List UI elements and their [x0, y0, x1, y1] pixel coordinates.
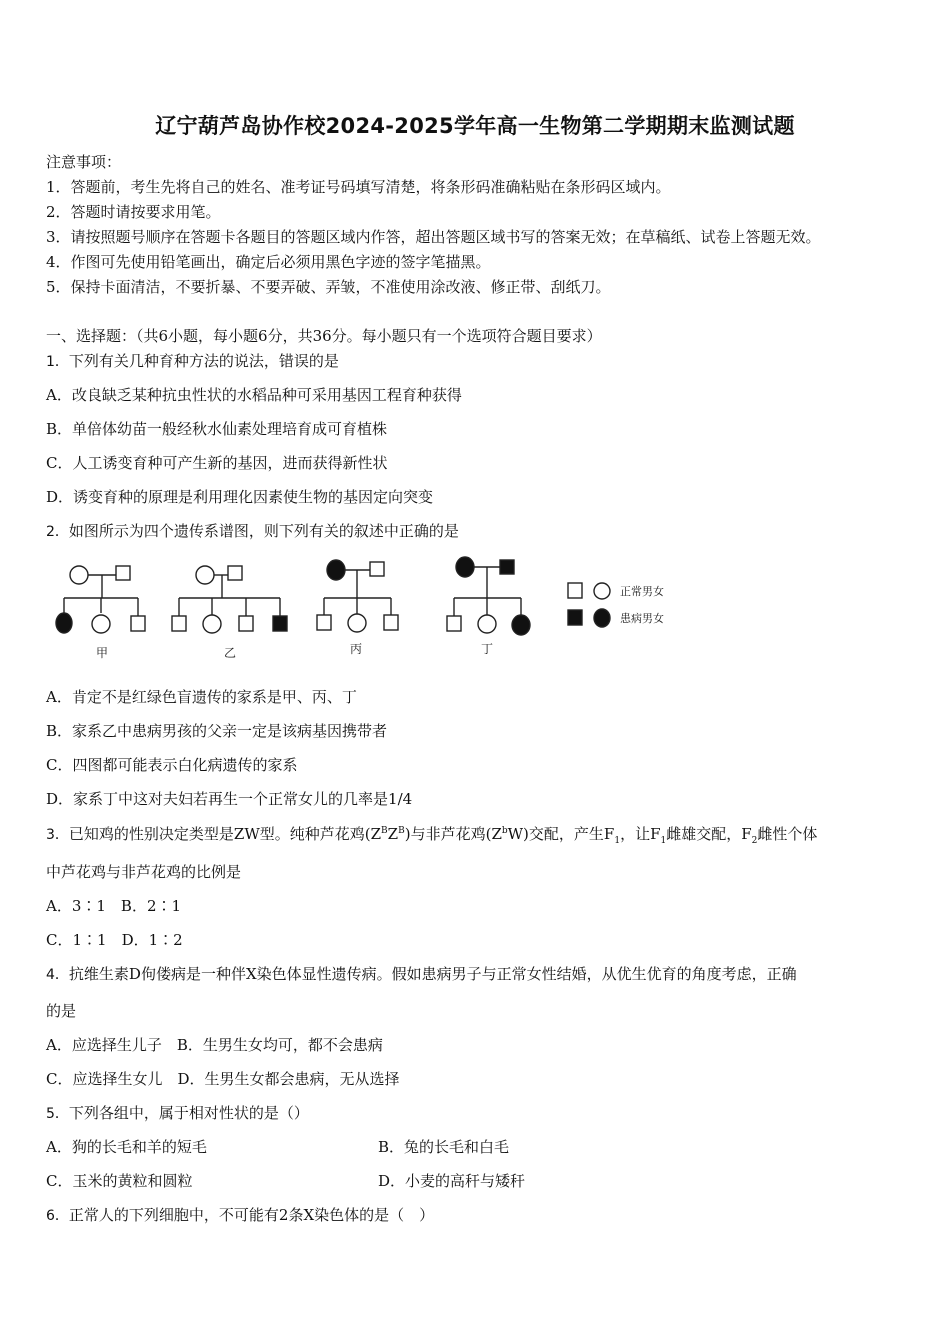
daughter-affected — [512, 615, 530, 635]
notice-item: 4．作图可先使用铅笔画出，确定后必须用黑色字迹的签字笔描黑。 — [46, 253, 491, 271]
pedigree-bing — [317, 560, 398, 632]
superscript: B — [398, 826, 405, 836]
pedigree-legend — [568, 583, 610, 627]
son-normal — [384, 615, 398, 630]
son-normal — [317, 615, 331, 630]
notice-item: 1．答题前，考生先将自己的姓名、准考证号码填写清楚，将条形码准确粘贴在条形码区域内。 — [46, 178, 671, 196]
pedigree-ding — [447, 557, 530, 635]
option-b: B．家系乙中患病男孩的父亲一定是该病基因携带者 — [46, 722, 388, 740]
question-number: 3． — [46, 827, 69, 843]
option-cd: C．1∶1 D．1∶2 — [46, 931, 183, 949]
question-stem: 下列有关几种育种方法的说法，错误的是 — [68, 352, 339, 370]
option-c: C．玉米的黄粒和圆粒 — [46, 1172, 193, 1190]
page-title: 辽宁葫芦岛协作校2024-2025学年高一生物第二学期期末监测试题 — [155, 114, 795, 138]
section-heading: 一、选择题：（共6小题，每小题6分，共36分。每小题只有一个选项符合题目要求） — [46, 327, 602, 345]
question-stem: W)交配，产生F — [507, 825, 615, 843]
mother-normal — [196, 566, 214, 584]
question-stem: 已知鸡的性别决定类型是ZW型。纯种芦花鸡(Z — [68, 825, 382, 843]
legend-normal-label: 正常男女 — [620, 585, 664, 598]
question-stem: 雌雄交配，F — [666, 825, 752, 843]
daughter-normal — [92, 615, 110, 633]
question-stem: 下列各组中，属于相对性状的是（） — [68, 1104, 309, 1122]
legend-affected-male — [568, 610, 582, 625]
option-a: A．改良缺乏某种抗虫性状的水稻品种可采用基因工程育种获得 — [46, 386, 462, 404]
superscript: B — [381, 826, 388, 836]
option-c: C．人工诱变育种可产生新的基因，进而获得新性状 — [46, 454, 388, 472]
option-cd: C．应选择生女儿 D．生男生女都会患病，无从选择 — [46, 1070, 400, 1088]
question-stem: 雌性个体 — [757, 825, 818, 843]
question-6 — [46, 1205, 434, 1226]
label-bing: 丙 — [350, 642, 363, 656]
question-stem: 正常人的下列细胞中，不可能有2条X染色体的是（ ） — [68, 1206, 435, 1224]
father-normal — [116, 566, 130, 580]
subscript: 2 — [751, 836, 758, 846]
legend-affected-label: 患病男女 — [620, 612, 664, 625]
question-3-line2: 中芦花鸡与非芦花鸡的比例是 — [46, 863, 242, 881]
legend-normal-female — [594, 583, 610, 599]
mother-affected — [327, 560, 345, 580]
daughter-normal — [203, 615, 221, 633]
question-number: 6． — [46, 1208, 69, 1224]
mother-normal — [70, 566, 88, 584]
son-normal — [131, 616, 145, 631]
mother-affected — [456, 557, 474, 577]
question-1 — [46, 351, 339, 372]
father-normal — [370, 562, 384, 576]
daughter-affected — [56, 613, 72, 633]
question-4 — [46, 964, 797, 985]
option-d: D．家系丁中这对夫妇若再生一个正常女儿的几率是1/4 — [46, 790, 413, 808]
question-3 — [46, 824, 817, 845]
legend-normal-male — [568, 583, 582, 598]
question-2 — [46, 521, 459, 542]
subscript: 1 — [614, 836, 621, 846]
father-affected — [500, 560, 514, 574]
notice-item: 5．保持卡面清洁，不要折暴、不要弄破、弄皱，不准使用涂改液、修正带、刮纸刀。 — [46, 278, 611, 296]
option-a: A．肯定不是红绿色盲遗传的家系是甲、丙、丁 — [46, 688, 357, 706]
question-stem: )与非芦花鸡(Z — [404, 825, 502, 843]
option-b: B．单倍体幼苗一般经秋水仙素处理培育成可育植株 — [46, 420, 388, 438]
son-normal — [447, 616, 461, 631]
option-ab: A．3∶1 B．2∶1 — [46, 897, 182, 915]
question-number: 5． — [46, 1106, 69, 1122]
question-stem: Z — [387, 825, 399, 843]
option-ab: A．应选择生儿子 B．生男生女均可，都不会患病 — [46, 1036, 383, 1054]
father-normal — [228, 566, 242, 580]
label-jia: 甲 — [96, 646, 109, 660]
pedigree-jia — [56, 566, 145, 633]
option-b: B．兔的长毛和白毛 — [378, 1138, 510, 1156]
question-5 — [46, 1103, 309, 1124]
question-4-line2: 的是 — [46, 1002, 77, 1020]
question-stem: 如图所示为四个遗传系谱图，则下列有关的叙述中正确的是 — [68, 522, 459, 540]
option-d: D．小麦的高秆与矮秆 — [378, 1172, 526, 1190]
question-stem: 抗维生素D佝偻病是一种伴X染色体显性遗传病。假如患病男子与正常女性结婚，从优生优育的角度考虑，正确 — [68, 965, 797, 983]
question-number: 4． — [46, 967, 69, 983]
daughter-normal — [348, 614, 366, 632]
pedigree-yi — [172, 566, 287, 633]
notice-item: 2．答题时请按要求用笔。 — [46, 203, 221, 221]
question-number: 1． — [46, 354, 69, 370]
daughter-normal — [478, 615, 496, 633]
label-yi: 乙 — [224, 646, 237, 660]
son-normal — [239, 616, 253, 631]
legend-affected-female — [594, 609, 610, 627]
subscript: 1 — [660, 836, 667, 846]
son-affected — [273, 616, 287, 631]
option-a: A．狗的长毛和羊的短毛 — [46, 1138, 207, 1156]
notice-item: 3．请按照题号顺序在答题卡各题目的答题区域内作答，超出答题区域书写的答案无效；在草稿纸、试卷上答题无效。 — [46, 228, 821, 246]
label-ding: 丁 — [481, 642, 494, 656]
pedigree-figure — [46, 553, 686, 668]
son-normal — [172, 616, 186, 631]
notice-heading: 注意事项： — [46, 153, 122, 171]
option-c: C．四图都可能表示白化病遗传的家系 — [46, 756, 298, 774]
superscript: b — [501, 826, 508, 836]
question-stem: ，让F — [620, 825, 661, 843]
question-number: 2． — [46, 524, 69, 540]
option-d: D．诱变育种的原理是利用理化因素使生物的基因定向突变 — [46, 488, 434, 506]
